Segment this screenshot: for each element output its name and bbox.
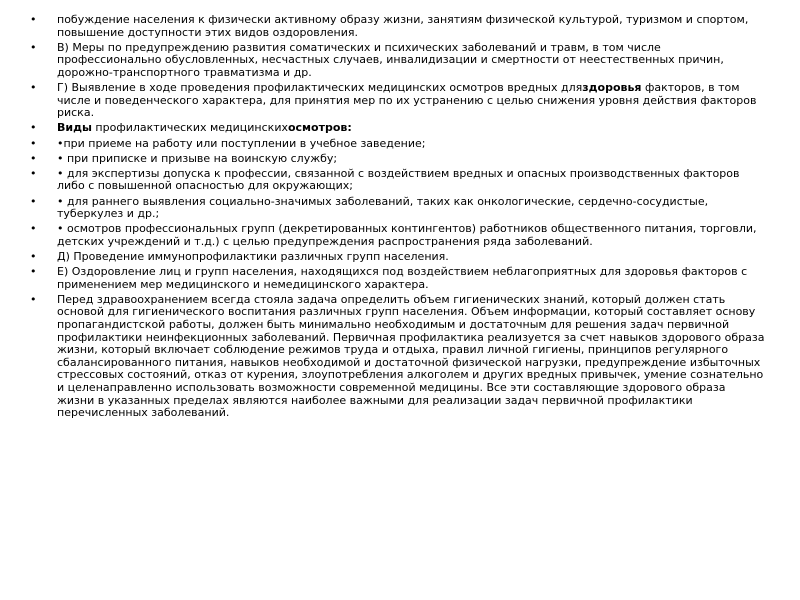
bullet-icon: • xyxy=(30,250,37,264)
list-item xyxy=(30,82,765,120)
bold-text: здоровья xyxy=(582,81,642,95)
list-item xyxy=(30,266,765,291)
item-text: • осмотров профессиональных групп (декретированных контингентов) работников общественного питания, торговли, детских учреждений и т.д.) с целью предупреждения распространения ряда заболеваний. xyxy=(57,222,757,248)
bullet-list xyxy=(30,14,765,422)
item-text: • при приписке и призыве на воинскую службу; xyxy=(57,151,338,165)
list-item xyxy=(30,122,765,135)
bullet-icon: • xyxy=(30,194,37,208)
list-item xyxy=(30,168,765,193)
bullet-icon: • xyxy=(30,40,37,54)
item-text: профилактических медицинских xyxy=(91,121,288,135)
list-item xyxy=(30,251,765,264)
list-item xyxy=(30,223,765,248)
list-item xyxy=(30,294,765,420)
item-text: факторов, в том числе и поведенческого характера, для принятия мер по их устранению с целью снижения уровня действия факторов риска. xyxy=(57,81,757,120)
item-text: Е) Оздоровление лиц и групп населения, находящихся под воздействием неблагоприятных для здоровья факторов с применением мер медицинского и немедицинского характера. xyxy=(57,265,748,291)
list-item xyxy=(30,153,765,166)
item-text: побуждение населения к физически активному образу жизни, занятиям физической культурой, туризмом и спортом, повышение доступности этих видов оздоровления. xyxy=(57,13,749,39)
bullet-icon: • xyxy=(30,265,37,279)
bullet-icon: • xyxy=(30,151,37,165)
bold-text: осмотров: xyxy=(287,121,352,135)
bullet-icon: • xyxy=(30,292,37,306)
item-text: • для экспертизы допуска к профессии, связанной с воздействием вредных и опасных производственных факторов либо с повышенной опасностью для окружающих; xyxy=(57,166,740,193)
item-text: Г) Выявление в ходе проведения профилактических медицинских осмотров вредных для xyxy=(57,81,583,95)
item-text: Перед здравоохранением всегда стояла задача определить объем гигиенических знаний, который должен стать основой для гигиенического воспитания различных групп населения. Объем информации, который составляет основу пропагандистской работы, должен быть минимально необходимым и достаточным для решения задач первичной профилактики неинфекционных заболеваний. Первичная профилактика реализуется за счет навыков здорового образа жизни, который включает соблюдение режимов труда и отдыха, правил личной гигиены, принципов регулярного сбалансированного питания, навыков необходимой и достаточной физической нагрузки, предупреждение избыточных стрессовых состояний, отказ от курения, злоупотребления алкоголем и других вредных привычек, умение сознательно и целенаправленно использовать возможности современной медицины. Все эти составляющие здорового образа жизни в указанных пределах являются наиболее важными для реализации задач первичной профилактики перечисленных заболеваний. xyxy=(57,292,765,420)
list-item xyxy=(30,138,765,151)
item-text: •при приеме на работу или поступлении в учебное заведение; xyxy=(57,136,426,150)
item-text: • для раннего выявления социально-значимых заболеваний, таких как онкологические, сердечно-сосудистые, туберкулез и др.; xyxy=(57,194,709,221)
bullet-icon: • xyxy=(30,136,37,150)
bold-text: Виды xyxy=(57,121,92,135)
bullet-icon: • xyxy=(30,222,37,236)
item-text: В) Меры по предупреждению развития соматических и психических заболеваний и травм, в том числе профессионально обусловленных, несчастных случаев, инвалидизации и смертности от неестественных причин, дорожно-транспортного травматизма и др. xyxy=(57,40,724,79)
bullet-icon: • xyxy=(30,121,37,135)
bullet-icon: • xyxy=(30,13,37,26)
list-item xyxy=(30,42,765,80)
list-item xyxy=(30,196,765,221)
list-item xyxy=(30,14,765,39)
bullet-icon: • xyxy=(30,81,37,95)
bullet-icon: • xyxy=(30,166,37,180)
item-text: Д) Проведение иммунопрофилактики различных групп населения. xyxy=(57,250,449,264)
